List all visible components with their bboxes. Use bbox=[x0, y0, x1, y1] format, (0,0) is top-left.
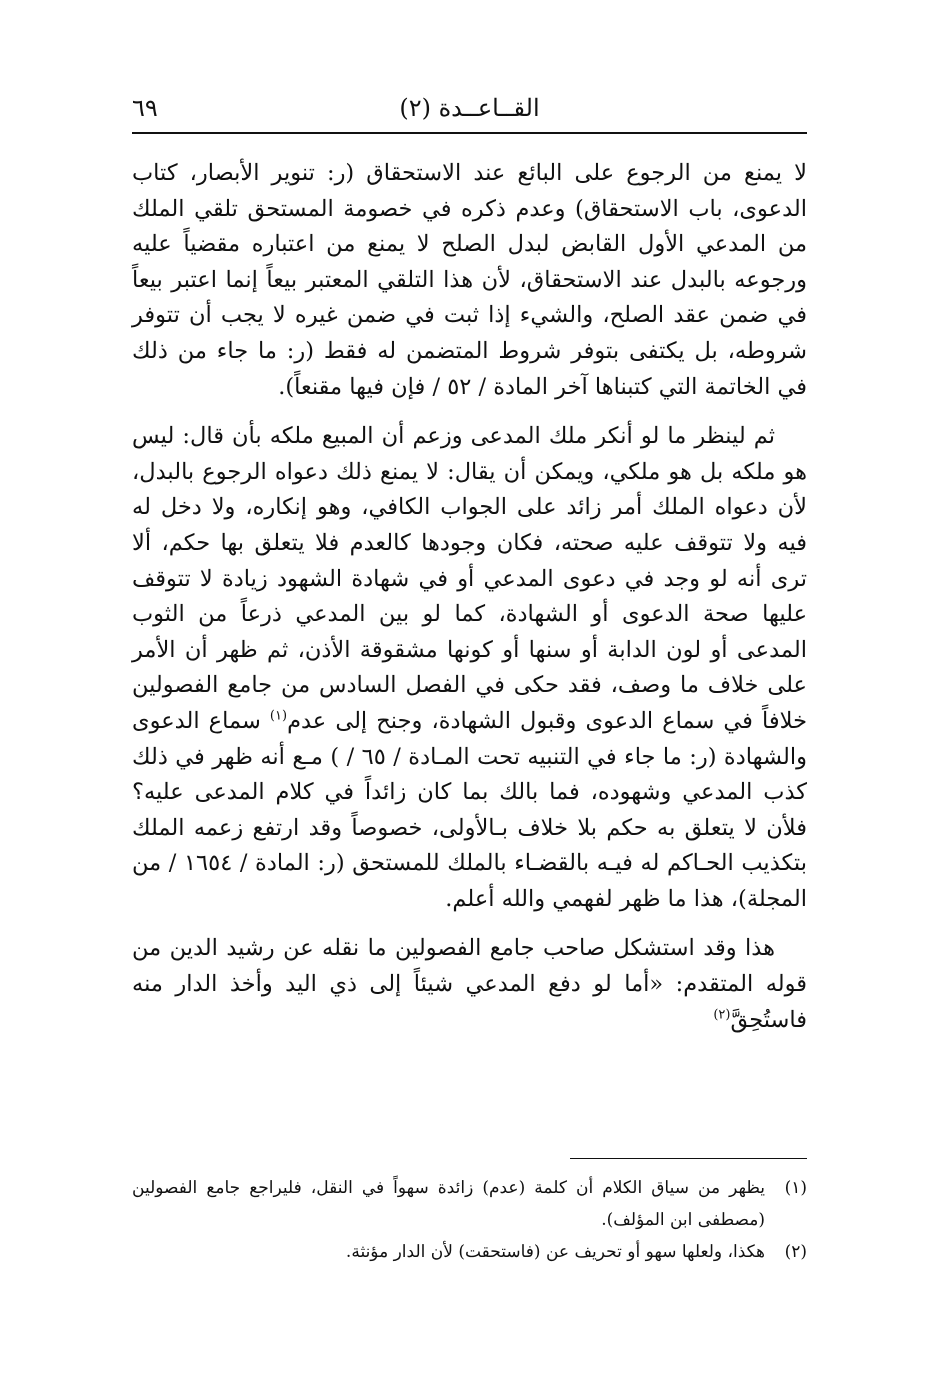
paragraph-2 bbox=[132, 419, 807, 917]
footnote-number: (١) bbox=[784, 1178, 807, 1198]
footnote-text: هكذا، ولعلها سهو أو تحريف عن (فاستحقت) لأن الدار مؤنثة. bbox=[345, 1242, 765, 1262]
paragraph-3-text: هذا وقد استشكل صاحب جامع الفصولين ما نقله عن رشيد الدين من قوله المتقدم: «أما لو دفع المدعي شيئاً إلى ذي اليد وأخذ الدار منه فاستُحِقَّ bbox=[132, 935, 807, 1033]
footnote-ref-1: (١) bbox=[269, 708, 288, 724]
header-rule bbox=[132, 132, 807, 134]
footnote-2 bbox=[132, 1236, 807, 1268]
footnotes bbox=[132, 1172, 807, 1268]
paragraph-1-text: لا يمنع من الرجوع على البائع عند الاستحقاق (ر: تنوير الأبصار، كتاب الدعوى، باب الاستحقاق) وعدم ذكره في خصومة المستحق تلقي الملك من المدعي الأول القابض لبدل الصلح لا يمنع من اعتباره مقضياً عليه ورجوعه بالبدل عند الاستحقاق، لأن هذا التلقي المعتبر بيعاً إنما اعتبر بيعاً في ضمن عقد الصلح، والشيء إذا ثبت في ضمن غيره لا يجب أن تتوفر شروطه، بل يكتفى بتوفر شروط المتضمن له فقط (ر: ما جاء من ذلك في الخاتمة التي كتبناها آخر المادة / ٥٢ / فإن فيها مقنعاً). bbox=[132, 160, 807, 400]
paragraph-2-text-b: سماع الدعوى والشهادة (ر: ما جاء في التنبيه تحت المـادة / ٦٥ / ) مـع أنه ظهر في ذلك كذب المدعي وشهوده، فما بالك بما كان زائداً في كلام المدعى عليه؟ فلأن لا يتعلق به حكم بلا خلاف بـالأولى، خصوصاً وقد ارتفع زعمه الملك بتكذيب الحـاكم له فيـه بالقضـاء بالملك للمستحق (ر: المادة / ١٦٥٤ / من المجلة)، هذا ما ظهر لفهمي والله أعلم. bbox=[132, 707, 807, 912]
header-title: القــاعــدة (٢) bbox=[399, 94, 540, 122]
paragraph-3 bbox=[132, 931, 807, 1038]
footnote-ref-2: (٢) bbox=[713, 1007, 731, 1023]
footnote-number: (٢) bbox=[784, 1242, 807, 1262]
footnote-text: يظهر من سياق الكلام أن كلمة (عدم) زائدة سهواً في النقل، فليراجع جامع الفصولين (مصطفى ابن المؤلف). bbox=[132, 1178, 765, 1230]
main-text bbox=[132, 156, 807, 1038]
paragraph-1 bbox=[132, 156, 807, 405]
paragraph-2-text-a: ثم لينظر ما لو أنكر ملك المدعى وزعم أن المبيع ملكه بأن قال: ليس هو ملكه بل هو ملكي، ويمكن أن يقال: لا يمنع ذلك دعواه الرجوع بالبدل، لأن دعواه الملك أمر زائد على الجواب الكافي، وهو إنكاره، ولا دخل له فيه ولا تتوقف عليه صحته، فكان وجودها كالعدم فلا يتعلق بها حكم، ألا ترى أنه لو وجد في دعوى المدعي أو في شهادة الشهود زيادة لا تتوقف عليها صحة الدعوى أو الشهادة، كما لو بين المدعي ذرعاً من الثوب المدعى أو لون الدابة أو سنها أو كونها مشقوقة الأذن، ثم ظهر أن الأمر على خلاف ما وصف، فقد حكى في الفصل السادس من جامع الفصولين خلافاً في سماع الدعوى وقبول الشهادة، وجنح إلى عدم bbox=[132, 423, 807, 734]
footnote-separator bbox=[570, 1158, 807, 1159]
footnote-1 bbox=[132, 1172, 807, 1236]
running-header bbox=[132, 88, 807, 128]
page-number: ٦٩ bbox=[132, 94, 158, 122]
